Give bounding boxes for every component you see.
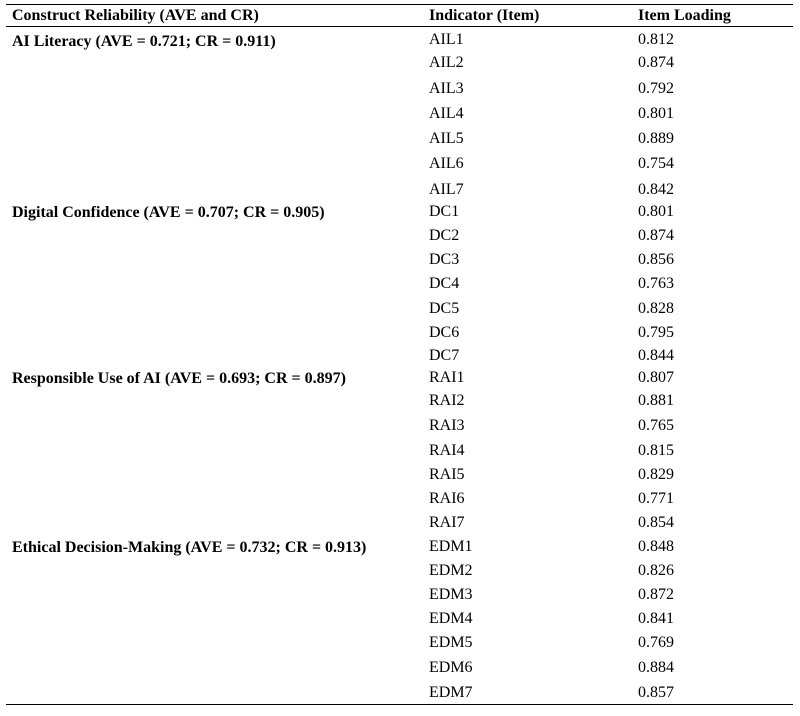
table-row	[0, 78, 800, 100]
indicator-cell: AIL5	[429, 130, 464, 147]
table-row	[0, 298, 800, 320]
indicator-cell: EDM4	[429, 610, 473, 627]
table-row	[0, 249, 800, 271]
table-row	[0, 657, 800, 679]
table-row	[0, 560, 800, 582]
indicator-cell: EDM3	[429, 586, 473, 603]
loading-cell: 0.874	[638, 54, 674, 71]
indicator-cell: EDM7	[429, 684, 473, 701]
loading-cell: 0.872	[638, 586, 674, 603]
loading-cell: 0.801	[638, 105, 674, 122]
table-row	[0, 512, 800, 534]
loading-cell: 0.812	[638, 31, 674, 48]
indicator-cell: DC4	[429, 275, 460, 292]
table-row	[0, 608, 800, 630]
indicator-cell: RAI4	[429, 442, 465, 459]
table-row	[0, 440, 800, 462]
indicator-cell: RAI1	[429, 369, 465, 386]
header-indicator: Indicator (Item)	[429, 7, 540, 24]
loading-cell: 0.841	[638, 610, 674, 627]
loading-cell: 0.763	[638, 275, 674, 292]
loading-cell: 0.881	[638, 392, 674, 409]
indicator-cell: EDM6	[429, 659, 473, 676]
indicator-cell: DC2	[429, 227, 460, 244]
table-row	[0, 273, 800, 295]
loading-cell: 0.792	[638, 80, 674, 97]
table-top-rule	[6, 4, 793, 5]
table-row	[0, 390, 800, 412]
table-row	[0, 153, 800, 175]
table-bottom-rule	[6, 704, 793, 705]
indicator-cell: AIL1	[429, 31, 464, 48]
construct-label: AI Literacy (AVE = 0.721; CR = 0.911)	[12, 33, 276, 50]
loading-cell: 0.807	[638, 369, 674, 386]
indicator-cell: DC7	[429, 347, 460, 364]
indicator-cell: EDM5	[429, 634, 473, 651]
table-row	[0, 103, 800, 125]
loading-cell: 0.815	[638, 442, 674, 459]
indicator-cell: DC1	[429, 203, 460, 220]
table-row	[0, 536, 800, 558]
indicator-cell: AIL6	[429, 155, 464, 172]
indicator-cell: RAI2	[429, 392, 465, 409]
loading-cell: 0.829	[638, 466, 674, 483]
header-construct: Construct Reliability (AVE and CR)	[12, 7, 259, 24]
loading-cell: 0.884	[638, 659, 674, 676]
indicator-cell: AIL7	[429, 181, 464, 198]
indicator-cell: AIL3	[429, 80, 464, 97]
table-row	[0, 225, 800, 247]
table-row	[0, 682, 800, 704]
loading-cell: 0.857	[638, 684, 674, 701]
table-row	[0, 464, 800, 486]
loading-cell: 0.826	[638, 562, 674, 579]
indicator-cell: DC3	[429, 251, 460, 268]
table-row	[0, 488, 800, 510]
loading-cell: 0.856	[638, 251, 674, 268]
construct-label: Digital Confidence (AVE = 0.707; CR = 0.905)	[12, 204, 325, 221]
loading-cell: 0.765	[638, 417, 674, 434]
loading-cell: 0.854	[638, 514, 674, 531]
loading-cell: 0.795	[638, 324, 674, 341]
indicator-cell: EDM1	[429, 538, 473, 555]
indicator-cell: RAI6	[429, 490, 465, 507]
table-row	[0, 345, 800, 367]
table-row	[0, 52, 800, 74]
construct-label: Ethical Decision-Making (AVE = 0.732; CR = 0.913)	[12, 539, 367, 556]
loading-cell: 0.801	[638, 203, 674, 220]
indicator-cell: AIL4	[429, 105, 464, 122]
table-row	[0, 29, 800, 51]
indicator-cell: DC5	[429, 300, 460, 317]
table-row	[0, 415, 800, 437]
indicator-cell: RAI7	[429, 514, 465, 531]
loading-cell: 0.842	[638, 181, 674, 198]
table-row	[0, 367, 800, 389]
indicator-cell: RAI3	[429, 417, 465, 434]
loading-cell: 0.754	[638, 155, 674, 172]
indicator-cell: DC6	[429, 324, 460, 341]
loading-cell: 0.769	[638, 634, 674, 651]
loading-cell: 0.874	[638, 227, 674, 244]
indicator-cell: AIL2	[429, 54, 464, 71]
table-row	[0, 128, 800, 150]
loading-cell: 0.848	[638, 538, 674, 555]
construct-label: Responsible Use of AI (AVE = 0.693; CR = 0.897)	[12, 370, 346, 387]
header-rule	[6, 26, 793, 27]
table-row	[0, 201, 800, 223]
loading-cell: 0.771	[638, 490, 674, 507]
loading-cell: 0.828	[638, 300, 674, 317]
table-row	[0, 584, 800, 606]
loading-cell: 0.889	[638, 130, 674, 147]
header-loading: Item Loading	[638, 7, 731, 24]
table-row	[0, 632, 800, 654]
table-row	[0, 322, 800, 344]
loading-cell: 0.844	[638, 347, 674, 364]
indicator-cell: EDM2	[429, 562, 473, 579]
table-row	[0, 179, 800, 201]
indicator-cell: RAI5	[429, 466, 465, 483]
